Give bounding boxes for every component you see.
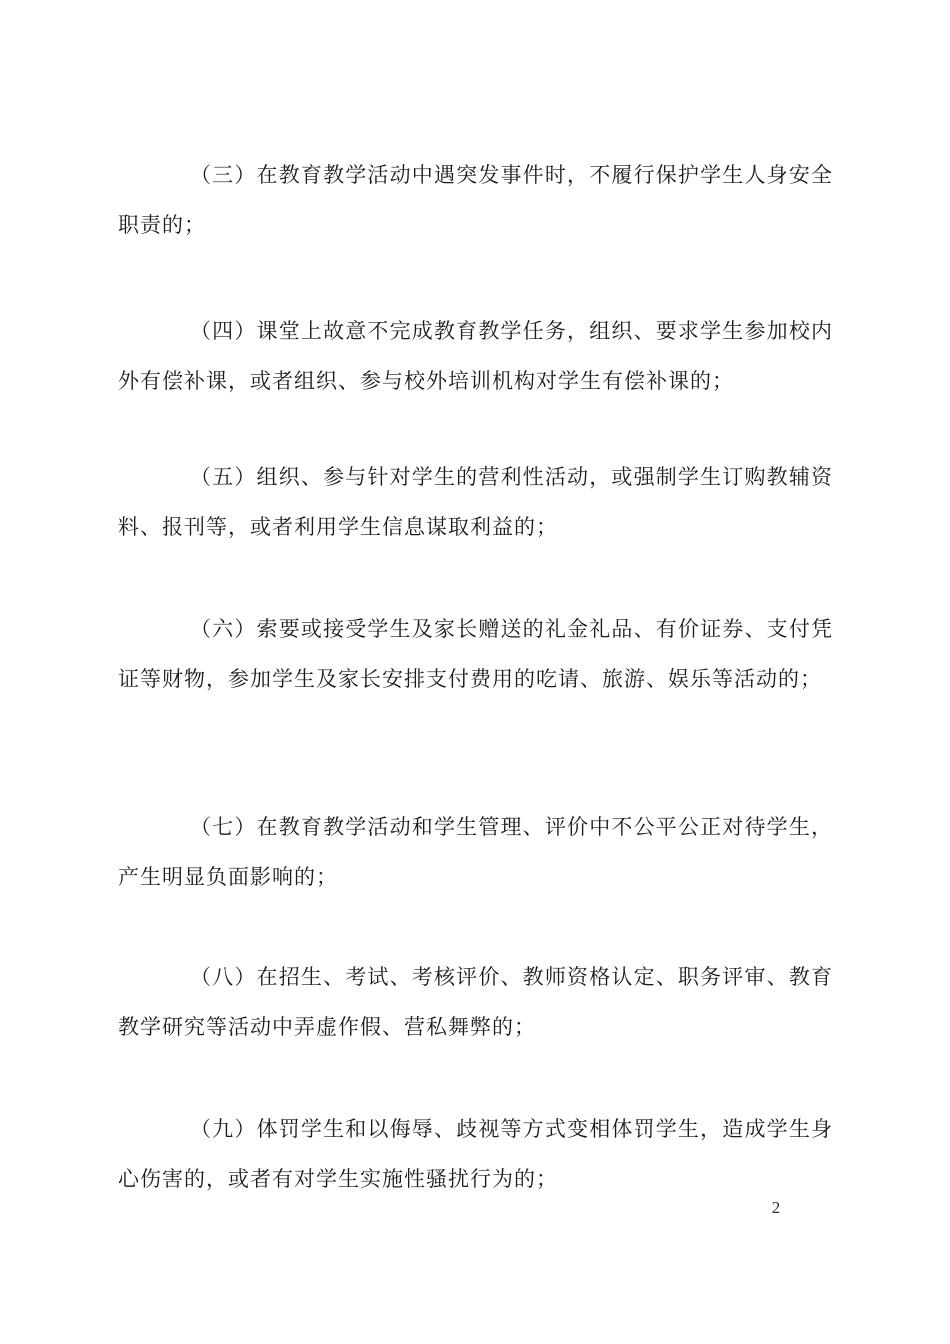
paragraph-item-8: （八）在招生、考试、考核评价、教师资格认定、职务评审、教育教学研究等活动中弄虚作假、营私舞弊的； <box>118 965 833 1039</box>
paragraph-item-9: （九）体罚学生和以侮辱、歧视等方式变相体罚学生，造成学生身心伤害的，或者有对学生实施性骚扰行为的； <box>118 1117 833 1191</box>
paragraph-item-6: （六）索要或接受学生及家长赠送的礼金礼品、有价证券、支付凭证等财物，参加学生及家长安排支付费用的吃请、旅游、娱乐等活动的； <box>118 617 833 691</box>
page-number: 2 <box>771 1198 781 1217</box>
paragraph-item-7: （七）在教育教学活动和学生管理、评价中不公平公正对待学生，产生明显负面影响的； <box>118 815 833 889</box>
paragraph-item-3: （三）在教育教学活动中遇突发事件时，不履行保护学生人身安全职责的； <box>118 163 833 237</box>
paragraph-item-5: （五）组织、参与针对学生的营利性活动，或强制学生订购教辅资料、报刊等，或者利用学生信息谋取利益的； <box>118 465 833 539</box>
paragraph-item-4: （四）课堂上故意不完成教育教学任务，组织、要求学生参加校内外有偿补课，或者组织、参与校外培训机构对学生有偿补课的； <box>118 319 833 393</box>
